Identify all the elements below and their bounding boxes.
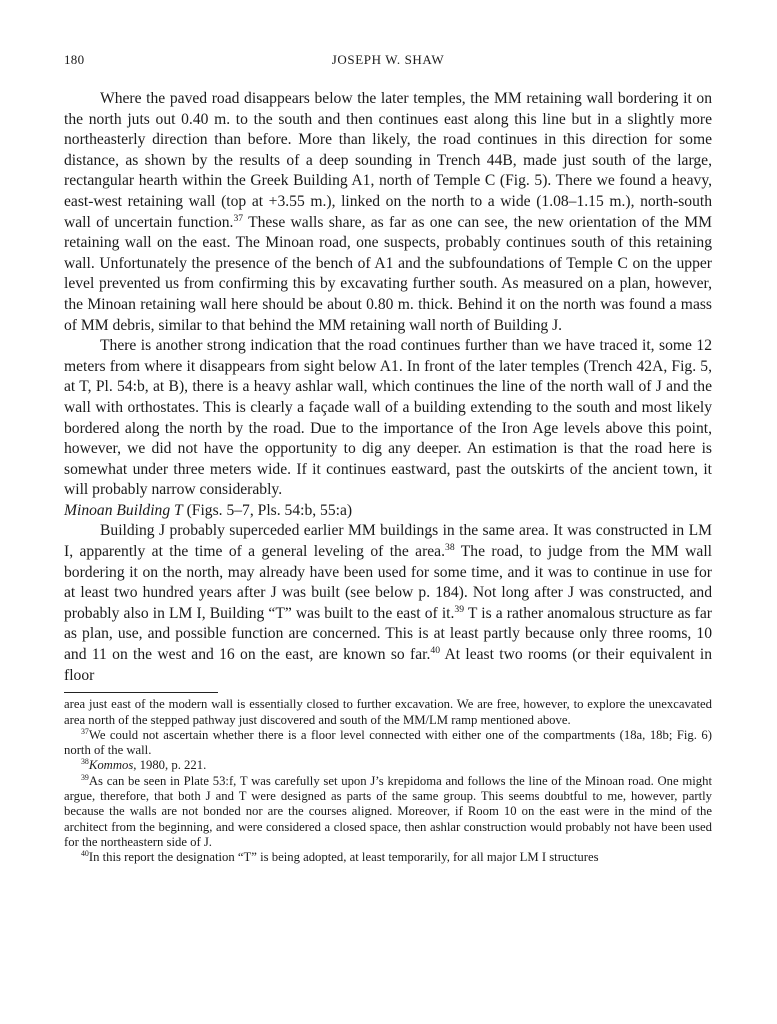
page-number: 180 — [64, 52, 85, 67]
footnote-40-text: In this report the designation “T” is being adopted, at least temporarily, for all major LM I structures — [88, 850, 599, 865]
footnotes — [64, 697, 712, 865]
body-text — [64, 89, 712, 686]
paragraph-3 — [64, 521, 712, 686]
footnote-divider — [64, 692, 218, 693]
footnote-39-text: As can be seen in Plate 53:f, T was carefully set upon J’s krepidoma and follows the line of the Minoan road. One might argue, therefore, that both J and T were designed as parts of the same group. This seems doubtful to me, however, partly because the walls are not bonded nor are the courses aligned. Moreover, if Room 10 on the east were in the mind of the architect from the beginning, and were considered a closed space, then ashlar construction would probably not have been used for the northeastern side of J. — [64, 773, 712, 849]
section-heading — [64, 501, 712, 522]
footnote-39-number: 39 — [81, 772, 89, 782]
paragraph-3-text-a: Building J probably superceded earlier MM buildings in the same area. It was constructed in LM I, apparently at the time of a general leveling of the area. — [64, 522, 712, 561]
running-head-author: JOSEPH W. SHAW — [331, 52, 445, 67]
footnote-39 — [64, 774, 712, 850]
paragraph-3-text-b: The road, to judge from the MM wall bordering it on the north, may already have been used for some time, and it was to continue in use for at least two hundred years after J was built (see below p. 184). Not long after J was constructed, and probably also in LM I, Building “T” was built to the east of it. — [64, 543, 712, 622]
section-heading-refs: (Figs. 5–7, Pls. 54:b, 55:a) — [182, 501, 353, 519]
footnote-40-number: 40 — [81, 848, 89, 858]
footnote-38-title: Kommos — [88, 758, 134, 773]
paragraph-3-text-c: T is a rather anomalous structure as far as plan, use, and possible function are concerned. This is at least partly because only three rooms, 10 and 11 on the west and 16 on the east, are known so far. — [64, 604, 712, 664]
paragraph-1-text: Where the paved road disappears below the later temples, the MM retaining wall bordering it on the north juts out 0.40 m. to the south and then continues east along this line but in a slightly more northeasterly direction than before. More than likely, the road continues in this direction for some distance, as shown by the results of a deep sounding in Trench 44B, made just south of the large, rectangular hearth within the Greek Building A1, north of Temple C (Fig. 5). There we found a heavy, east-west retaining wall (top at +3.55 m.), linked on the north to a wide (1.08–1.15 m.), north-south wall of uncertain function. — [64, 90, 712, 231]
paragraph-1 — [64, 89, 712, 336]
running-head — [64, 52, 712, 70]
footnote-37-number: 37 — [81, 726, 89, 736]
footnote-ref-39[interactable]: 39 — [454, 603, 465, 615]
paragraph-3-text-d: At least two rooms (or their equivalent in floor — [64, 646, 712, 684]
footnote-38 — [64, 758, 712, 773]
footnote-37-text: We could not ascertain whether there is a floor level connected with either one of the compartments (18a, 18b; Fig. 6) north of the wall. — [64, 727, 712, 758]
footnote-ref-38[interactable]: 38 — [445, 541, 455, 553]
footnote-continuation: area just east of the modern wall is essentially closed to further excavation. We are free, however, to explore the unexcavated area north of the stepped pathway just discovered and south of the MM/LM ramp mentioned above. — [64, 697, 712, 727]
footnote-ref-40[interactable]: 40 — [430, 644, 441, 656]
footnote-40 — [64, 850, 712, 865]
footnote-37 — [64, 728, 712, 759]
document-page — [64, 52, 712, 865]
section-heading-title: Minoan Building T — [64, 501, 183, 519]
paragraph-2: There is another strong indication that the road continues further than we have traced it, some 12 meters from where it disappears from sight below A1. In front of the later temples (Trench 42A, Fig. 5, at T, Pl. 54:b, at B), there is a heavy ashlar wall, which continues the line of the north wall of J and the wall with orthostates. This is clearly a façade wall of a building extending to the south and most likely bordered along the north by the road. Due to the importance of the Iron Age levels above this point, however, we did not have the opportunity to dig any deeper. An estimation is that the road here is somewhat under three meters wide. If it continues eastward, past the outskirts of the ancient town, it will probably narrow considerably. — [64, 337, 712, 499]
footnote-38-number: 38 — [81, 757, 89, 767]
footnote-ref-37[interactable]: 37 — [233, 212, 244, 224]
paragraph-1-text-cont: These walls share, as far as one can see, the new orientation of the MM retaining wall on the east. The Minoan road, one suspects, probably continues south of this retaining wall. Unfortunately the presence of the bench of A1 and the subfoundations of Temple C on the upper level prevented us from confirming this by excavating further south. As measured on a plan, however, the Minoan retaining wall here should be about 0.80 m. thick. Behind it on the north was found a mass of MM debris, similar to that behind the MM retaining wall north of Building J. — [64, 213, 712, 334]
footnote-38-text: , 1980, p. 221. — [133, 758, 207, 773]
